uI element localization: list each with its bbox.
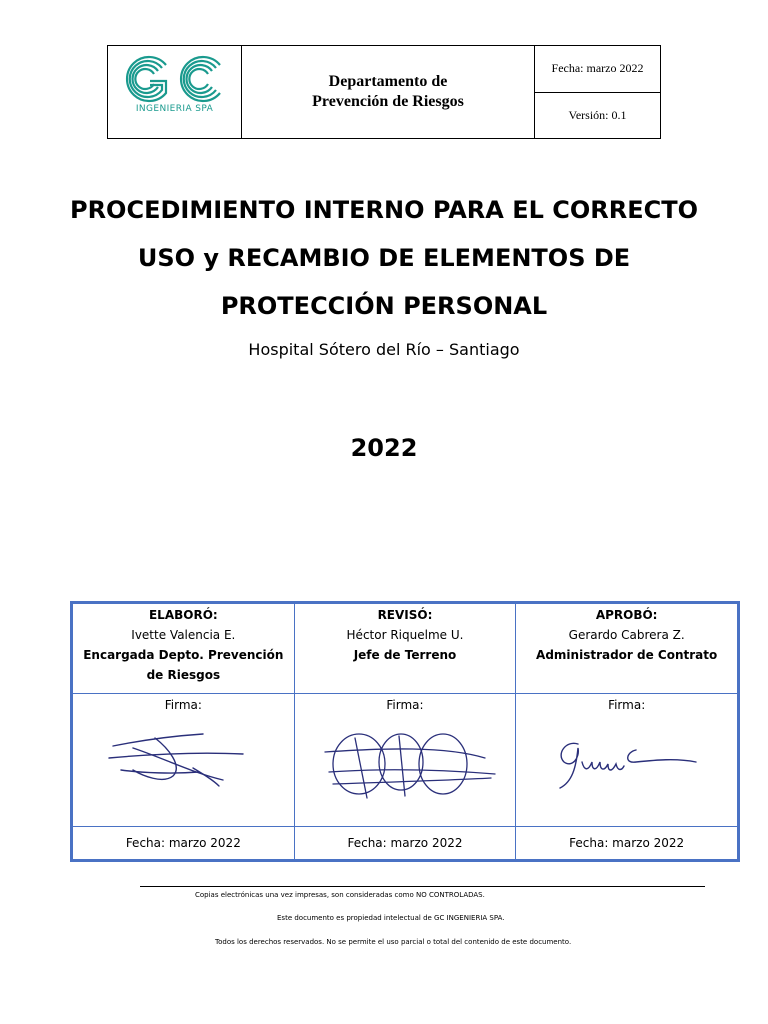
title-line1: PROCEDIMIENTO INTERNO PARA EL CORRECTO [69,196,699,224]
date-elaboro: Fecha: marzo 2022 [73,826,295,859]
date-aprobo: Fecha: marzo 2022 [516,826,738,859]
cell-firma-aprobo [516,694,738,827]
person-position: Encargada Depto. Prevención de Riesgos [83,648,284,682]
footer-divider [140,886,705,887]
cell-firma-elaboro [73,694,295,827]
footer-line2: Este documento es propiedad intelectual de GC INGENIERIA SPA. [277,914,505,922]
logo-subtitle: INGENIERIA SPA [135,104,214,114]
header-date: Fecha: marzo 2022 [535,46,660,93]
person-name: Gerardo Cabrera Z. [568,628,685,642]
document-meta [535,46,660,138]
signature-reviso-icon [295,718,523,818]
cell-reviso [294,604,516,694]
person-name: Ivette Valencia E. [131,628,236,642]
firma-label: Firma: [608,698,646,713]
document-year: 2022 [350,434,418,462]
person-position: Administrador de Contrato [536,648,718,662]
cell-elaboro [73,604,295,694]
department-name [242,46,535,138]
person-position: Jefe de Terreno [353,648,457,662]
document-subtitle: Hospital Sótero del Río – Santiago [248,340,520,359]
document-header [107,45,661,139]
title-line3: PROTECCIÓN PERSONAL [220,292,548,320]
document-title [40,186,728,330]
gc-logo-icon [120,55,228,103]
cell-firma-reviso [294,694,516,827]
signature-aprobo-icon [516,718,738,818]
cell-aprobo [516,604,738,694]
title-line2: USO y RECAMBIO DE ELEMENTOS DE [137,244,631,272]
signature-elaboro-icon [73,718,285,818]
department-line1: Departamento de [328,73,448,90]
role-label: APROBÓ: [595,608,658,622]
signature-table [70,601,740,862]
person-name: Héctor Riquelme U. [346,628,464,642]
date-reviso: Fecha: marzo 2022 [294,826,516,859]
footer-line3: Todos los derechos reservados. No se permite el uso parcial o total del contenido de este documento. [215,938,572,946]
department-line2: Prevención de Riesgos [312,93,464,110]
firma-label: Firma: [164,698,202,713]
role-label: REVISÓ: [377,608,433,622]
firma-label: Firma: [386,698,424,713]
footer-line1: Copias electrónicas una vez impresas, son consideradas como NO CONTROLADAS. [195,891,485,899]
company-logo [108,46,242,138]
header-version: Versión: 0.1 [568,107,627,122]
role-label: ELABORÓ: [148,608,218,622]
